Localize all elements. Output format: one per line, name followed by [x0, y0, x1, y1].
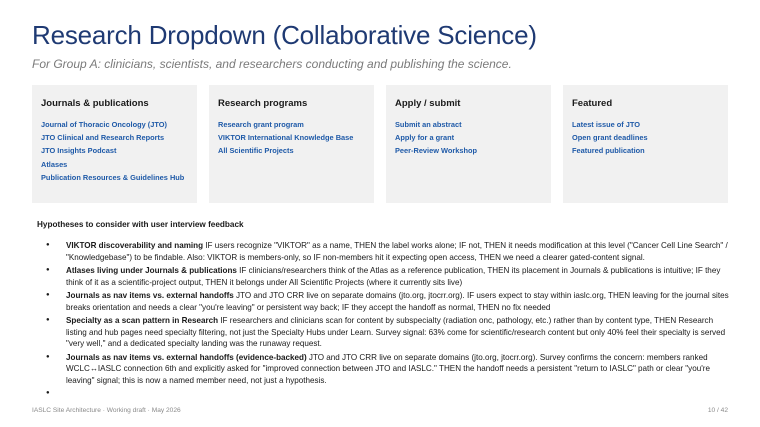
link-jto-crr[interactable]: JTO Clinical and Research Reports	[41, 133, 165, 143]
hypothesis-text: IF users recognize "VIKTOR" as a name, THEN the label works alone; IF not, THEN it needs modification at this level ("Cancer Cell Line Search" / "Knowledgebase") to be findable. Also: VIKTOR is members-only, so IF non-members hit it expecting open access, THEN we need a clearer gated-content signal.	[66, 241, 728, 262]
hypothesis-text: IF clinicians/researchers think of the Atlas as a reference publication, THEN its placement in Journals & publications is intuitive; IF they think of it as a scientific-project output, THEN it belongs under All Scientific Projects (where it currently sits live)	[66, 266, 721, 287]
hypothesis-lead: Journals as nav items vs. external handoffs (evidence-backed)	[66, 352, 307, 362]
link-jto-podcast[interactable]: JTO Insights Podcast	[41, 146, 117, 156]
hypothesis-lead: Journals as nav items vs. external handoffs	[66, 291, 234, 300]
link-apply-grant[interactable]: Apply for a grant	[395, 133, 455, 143]
link-submit-abstract[interactable]: Submit an abstract	[395, 120, 462, 129]
link-jto[interactable]: Journal of Thoracic Oncology (JTO)	[41, 120, 167, 129]
list-item	[46, 290, 736, 313]
list-item	[46, 315, 736, 350]
column-apply-submit	[386, 85, 551, 203]
dropdown-columns	[32, 85, 728, 203]
column-title: Featured	[572, 98, 613, 109]
link-latest-jto-issue[interactable]: Latest issue of JTO	[572, 120, 641, 129]
column-journals	[32, 85, 197, 203]
hypothesis-lead: Specialty as a scan pattern in Research	[66, 316, 219, 325]
hypothesis-lead: Atlases living under Journals & publications	[66, 266, 237, 275]
link-research-grant-program[interactable]: Research grant program	[218, 120, 304, 129]
link-featured-publication[interactable]: Featured publication	[572, 146, 645, 156]
column-title: Journals & publications	[41, 98, 149, 109]
list-item	[46, 240, 736, 263]
list-item	[46, 352, 736, 387]
link-open-grant-deadlines[interactable]: Open grant deadlines	[572, 133, 648, 143]
link-peer-review-workshop[interactable]: Peer-Review Workshop	[395, 146, 478, 156]
link-viktor[interactable]: VIKTOR International Knowledge Base	[218, 133, 354, 143]
link-publication-resources[interactable]: Publication Resources & Guidelines Hub	[41, 172, 185, 182]
footer-doc-label: IASLC Site Architecture · Working draft · May 2026	[32, 407, 181, 414]
hypotheses-heading: Hypotheses to consider with user interview feedback	[37, 220, 244, 229]
page-subtitle: For Group A: clinicians, scientists, and researchers conducting and publishing the science.	[32, 57, 512, 71]
link-all-scientific-projects[interactable]: All Scientific Projects	[218, 146, 294, 156]
column-title: Research programs	[218, 98, 308, 109]
hypotheses-list	[46, 240, 736, 388]
footer-page-number: 10 / 42	[707, 407, 728, 414]
link-atlases[interactable]: Atlases	[41, 159, 68, 169]
column-title: Apply / submit	[395, 98, 461, 109]
hypothesis-text: JTO and JTO CRR live on separate domains (jto.org, jtocrr.org). IF users expect to stay within iaslc.org, THEN leaving for the journal sites breaks orientation and needs a clear "you're leaving" or persistent way back; IF they accept the handoff as normal, THEN no fix needed	[66, 291, 729, 312]
hypothesis-lead: VIKTOR discoverability and naming	[66, 241, 204, 250]
hypothesis-text: IF researchers and clinicians scan for content by subspecialty (radiation onc, pathology, etc.) rather than by content type, THEN Research listing and hub pages need specialty filtering, not just the Specialty Hubs under Learn. Survey signal: 63% come for scientific/research content but only 40% feel their specialty is served "very well," and a dedicated specialty landing was the runaway request.	[66, 316, 726, 348]
page-title: Research Dropdown (Collaborative Science)	[32, 20, 537, 50]
column-research-programs	[209, 85, 374, 203]
column-featured	[563, 85, 728, 203]
list-item	[46, 265, 736, 288]
hypothesis-text: JTO and JTO CRR live on separate domains (jto.org, jtocrr.org). Survey confirms the concern: members ranked WCLC↔IASLC connection 6th and explicitly asked for "improved connection between JTO and IASLC." THEN the handoff needs a persistent "return to IASLC" path or clear "you're leaving" signal; this is now a named member need, not just a hypothesis.	[66, 352, 710, 385]
